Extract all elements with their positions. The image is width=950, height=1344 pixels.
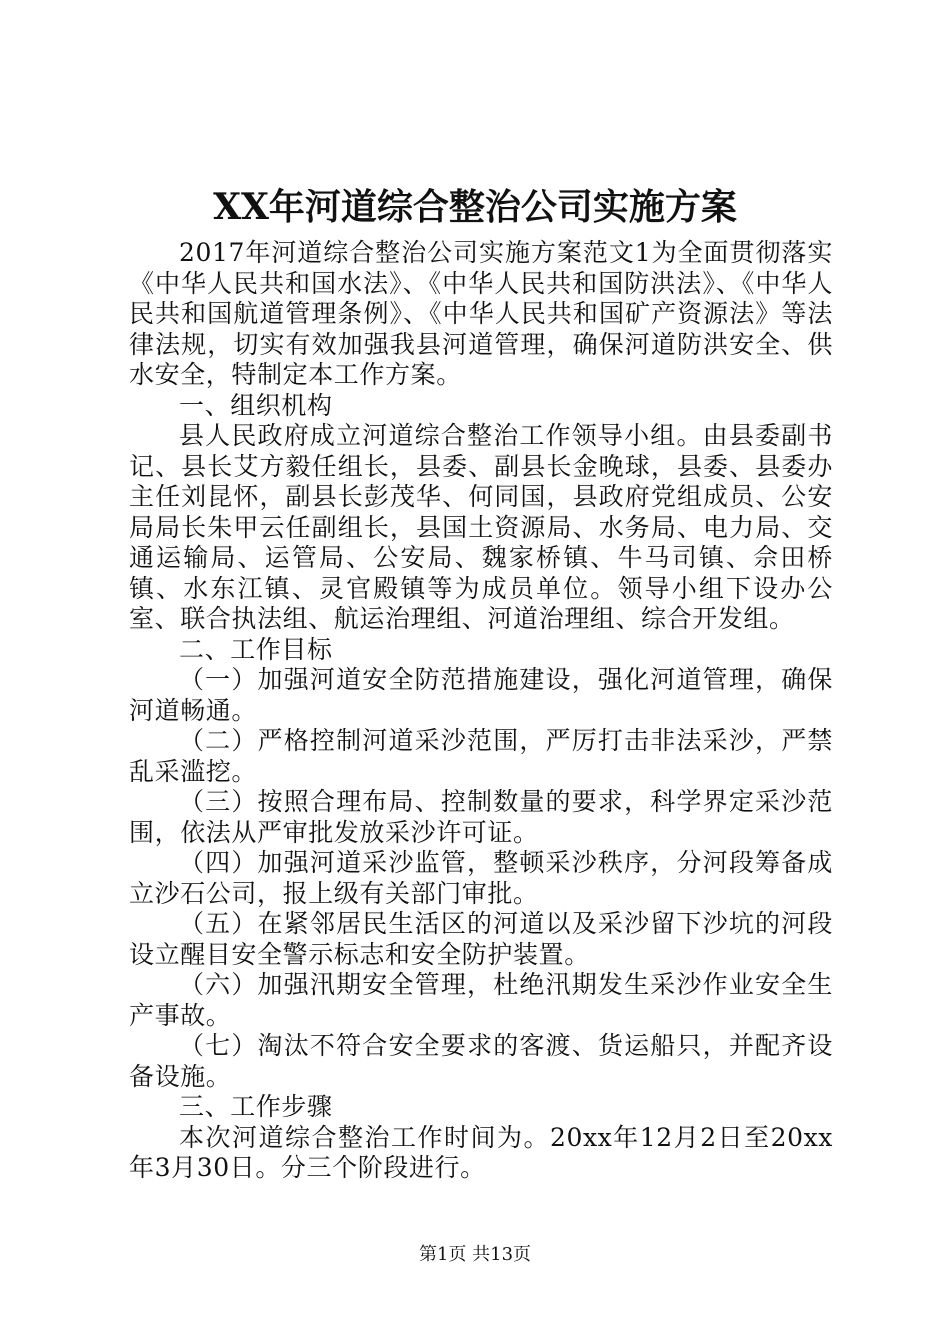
document-body [129,238,833,1184]
section-heading-organization: 一、组织机构 [179,390,333,420]
goal-item-5: （五）在紧邻居民生活区的河道以及采沙留下沙坑的河段设立醒目安全警示标志和安全防护装置。 [129,909,833,969]
intro-paragraph: 2017年河道综合整治公司实施方案范文1为全面贯彻落实《中华人民共和国水法》、《中华人民共和国防洪法》、《中华人民共和国航道管理条例》、《中华人民共和国矿产资源法》等法律法规，切实有效加强我县河道管理，确保河道防洪安全、供水安全，特制定本工作方案。 [129,238,833,389]
goal-item-6: （六）加强汛期安全管理，杜绝汛期发生采沙作业安全生产事故。 [129,970,833,1030]
document-title: XX年河道综合整治公司实施方案 [213,186,737,228]
page-number-footer: 第1页 共13页 [418,1244,532,1265]
goal-item-3: （三）按照合理布局、控制数量的要求，科学界定采沙范围，依法从严审批发放采沙许可证。 [129,787,833,847]
organization-paragraph: 县人民政府成立河道综合整治工作领导小组。由县委副书记、县长艾方毅任组长，县委、副县长金晚球，县委、县委办主任刘昆怀，副县长彭茂华、何同国，县政府党组成员、公安局局长朱甲云任副组长，县国土资源局、水务局、电力局、交通运输局、运管局、公安局、魏家桥镇、牛马司镇、佘田桥镇、水东江镇、灵官殿镇等为成员单位。领导小组下设办公室、联合执法组、航运治理组、河道治理组、综合开发组。 [129,421,833,633]
goal-item-4: （四）加强河道采沙监管，整顿采沙秩序，分河段筹备成立沙石公司，报上级有关部门审批。 [129,848,833,908]
goal-item-2: （二）严格控制河道采沙范围，严厉打击非法采沙，严禁乱采滥挖。 [129,726,833,786]
goal-item-7: （七）淘汰不符合安全要求的客渡、货运船只，并配齐设备设施。 [129,1031,833,1091]
goal-item-1: （一）加强河道安全防范措施建设，强化河道管理，确保河道畅通。 [129,665,833,725]
section-heading-steps: 三、工作步骤 [179,1092,333,1121]
section-heading-goals: 二、工作目标 [179,634,333,664]
steps-paragraph: 本次河道综合整治工作时间为。20xx年12月2日至20xx年3月30日。分三个阶段进行。 [129,1122,833,1182]
